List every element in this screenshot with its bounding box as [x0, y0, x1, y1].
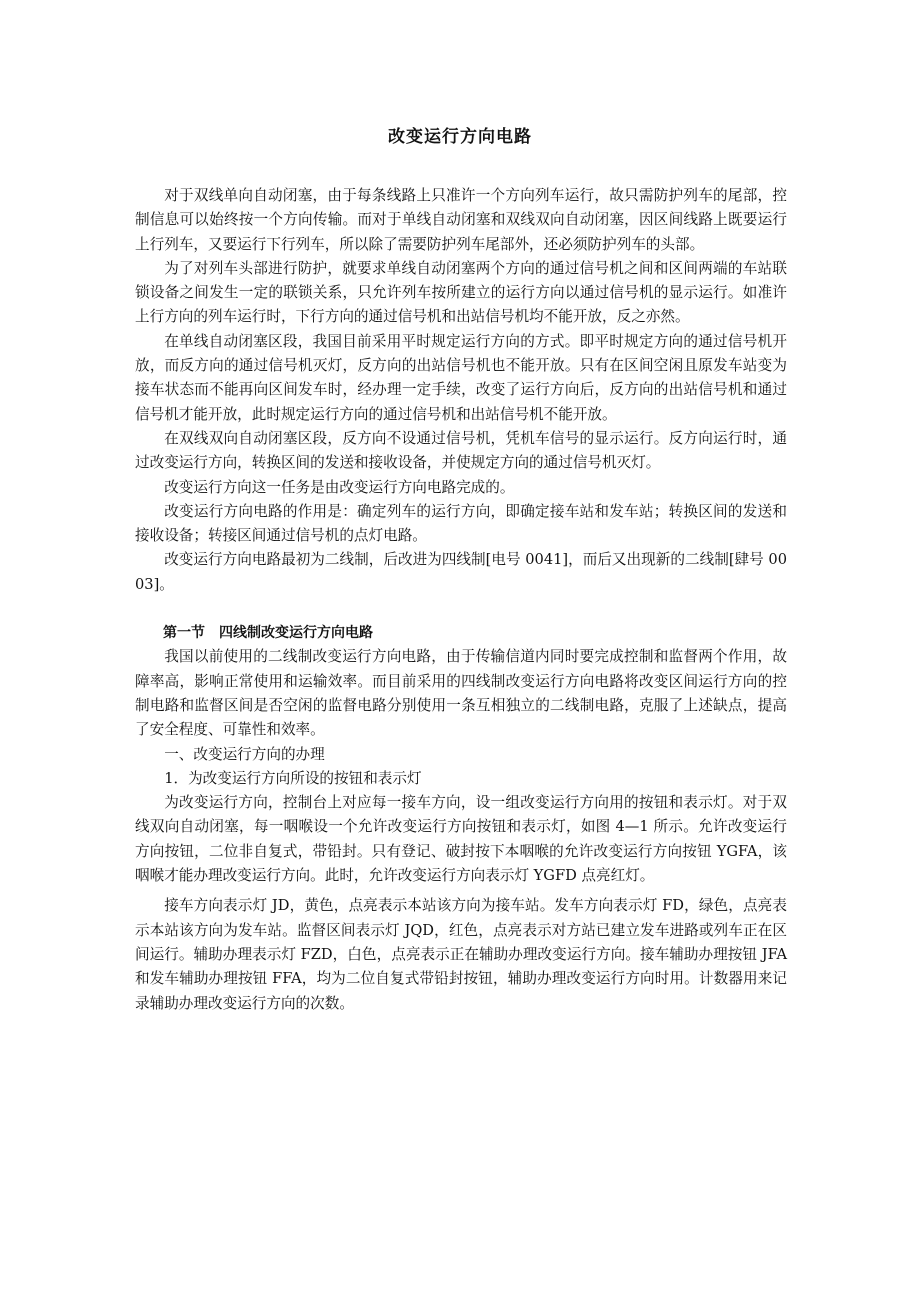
intro-paragraph-7: 改变运行方向电路最初为二线制，后改进为四线制[电号 0041]，而后又出现新的二线制[肆号 0003]。	[135, 551, 787, 593]
section-paragraph: 我国以前使用的二线制改变运行方向电路，由于传输信道内同时要完成控制和监督两个作用，故障率高，影响正常使用和运输效率。而目前采用的四线制改变运行方向电路将改变区间运行方向的控制电路和监督区间是否空闲的监督电路分别使用一条互相独立的二线制电路，克服了上述缺点，提高了安全程度、可靠性和效率。	[135, 648, 787, 739]
buttons-paragraph-1: 为改变运行方向，控制台上对应每一接车方向，设一组改变运行方向用的按钮和表示灯。对于双线双向自动闭塞，每一咽喉设一个允许改变运行方向按钮和表示灯，如图 4—1 所示。允许改变运行方向按钮，二位非自复式，带铅封。只有登记、破封按下本咽喉的允许改变运行方向按钮 YGFA，该咽喉才能办理改变运行方向。此时，允许改变运行方向表示灯 YGFD 点亮红灯。	[135, 794, 787, 885]
section-number: 第一节	[163, 625, 205, 642]
subsubheading: 1．为改变运行方向所设的按钮和表示灯	[164, 769, 422, 787]
section-heading	[135, 621, 787, 645]
intro-paragraph-3: 在单线自动闭塞区段，我国目前采用平时规定运行方向的方式。即平时规定方向的通过信号机开放，而反方向的通过信号机灭灯，反方向的出站信号机也不能开放。只有在区间空闲且原发车站变为接车状态而不能再向区间发车时，经办理一定手续，改变了运行方向后，反方向的出站信号机和通过信号机才能开放，此时规定运行方向的通过信号机和出站信号机不能开放。	[135, 332, 787, 423]
subheading: 一、改变运行方向的办理	[164, 745, 325, 763]
intro-paragraph-2: 为了对列车头部进行防护，就要求单线自动闭塞两个方向的通过信号机之间和区间两端的车站联锁设备之间发生一定的联锁关系，只允许列车按所建立的运行方向以通过信号机的显示运行。如准许上行方向的列车运行时，下行方向的通过信号机和出站信号机均不能开放，反之亦然。	[135, 259, 787, 326]
document-body	[135, 184, 787, 1016]
section-spacer	[135, 597, 787, 621]
intro-paragraph-5: 改变运行方向这一任务是由改变运行方向电路完成的。	[164, 478, 515, 496]
section-title: 四线制改变运行方向电路	[219, 625, 373, 642]
document-title: 改变运行方向电路	[388, 127, 532, 147]
intro-paragraph-1: 对于双线单向自动闭塞，由于每条线路上只准许一个方向列车运行，故只需防护列车的尾部，控制信息可以始终按一个方向传输。而对于单线自动闭塞和双线双向自动闭塞，因区间线路上既要运行上行列车，又要运行下行列车，所以除了需要防护列车尾部外，还必须防护列车的头部。	[135, 187, 787, 253]
intro-paragraph-4: 在双线双向自动闭塞区段，反方向不设通过信号机，凭机车信号的显示运行。反方向运行时，通过改变运行方向，转换区间的发送和接收设备，并使规定方向的通过信号机灭灯。	[135, 429, 787, 472]
buttons-paragraph-2: 接车方向表示灯 JD，黄色，点亮表示本站该方向为接车站。发车方向表示灯 FD，绿色，点亮表示本站该方向为发车站。监督区间表示灯 JQD，红色，点亮表示对方站已建立发车进路或列车正在区间运行。辅助办理表示灯 FZD，白色，点亮表示正在辅助办理改变运行方向。接车辅助办理按钮 JFA 和发车辅助办理按钮 FFA，均为二位自复式带铅封按钮，辅助办理改变运行方向时用。计数器用来记录辅助办理改变运行方向的次数。	[135, 897, 787, 1012]
intro-paragraph-6: 改变运行方向电路的作用是：确定列车的运行方向，即确定接车站和发车站；转换区间的发送和接收设备；转接区间通过信号机的点灯电路。	[135, 502, 787, 545]
